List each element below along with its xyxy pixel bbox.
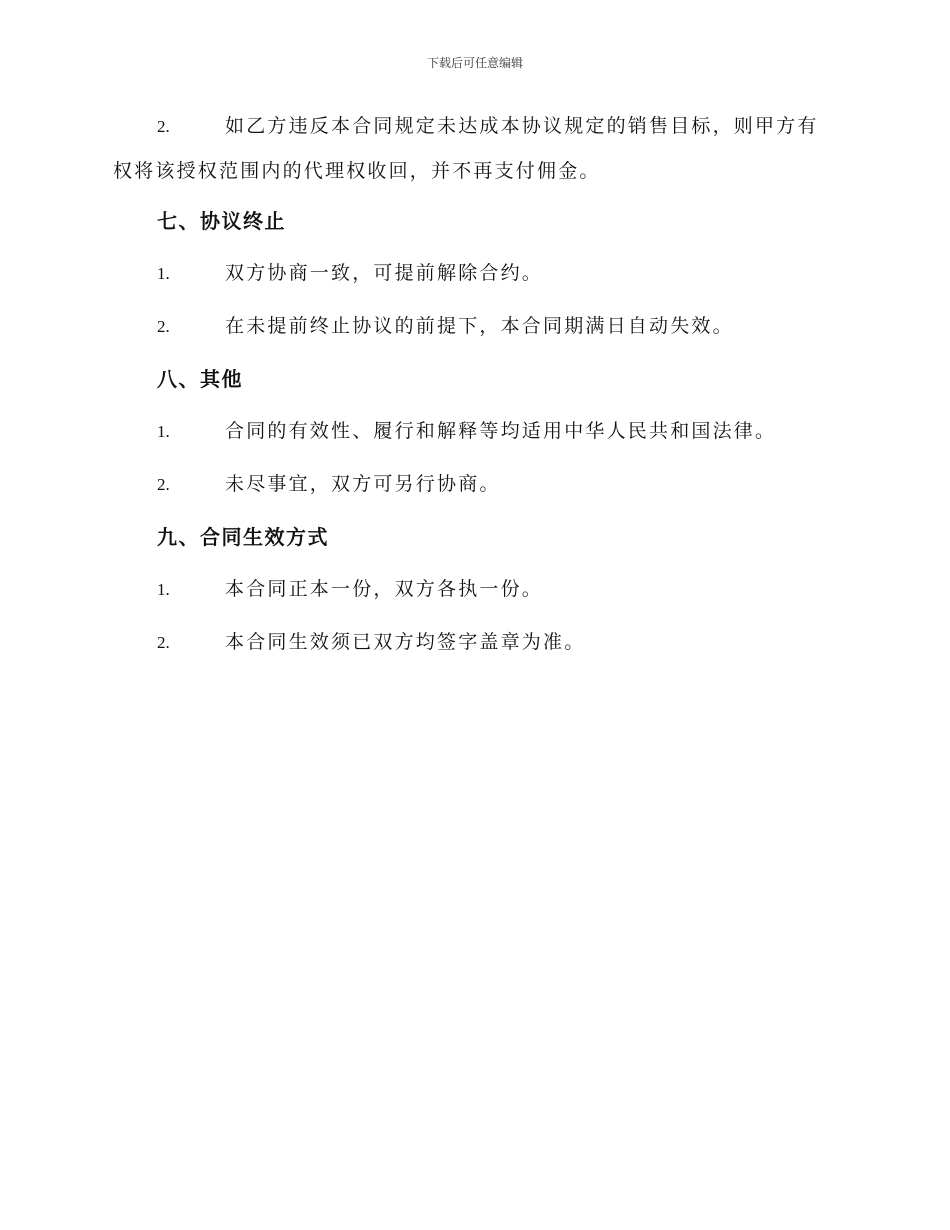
section-heading-effectiveness: 九、合同生效方式 (157, 525, 329, 549)
clause-text: 未尽事宜，双方可另行协商。 (225, 473, 501, 495)
clause-effectiveness-2 (113, 620, 835, 665)
section-heading-other: 八、其他 (157, 367, 243, 391)
clause-text: 本合同生效须已双方均签字盖章为准。 (225, 631, 586, 653)
clause-number: 1. (157, 422, 170, 441)
clause-effectiveness-1 (113, 567, 835, 612)
clause-intro (113, 104, 835, 193)
section-heading-termination: 七、协议终止 (157, 209, 286, 233)
document-body (113, 104, 835, 673)
clause-text: 本合同正本一份，双方各执一份。 (225, 578, 544, 600)
clause-other-1 (113, 409, 835, 454)
clause-termination-2 (113, 304, 835, 349)
clause-text: 双方协商一致，可提前解除合约。 (225, 262, 544, 284)
clause-text: 如乙方违反本合同规定未达成本协议规定的销售目标，则甲方有权将该授权范围内的代理权收回，并不再支付佣金。 (113, 115, 819, 182)
clause-number: 2. (157, 633, 170, 652)
clause-text: 合同的有效性、履行和解释等均适用中华人民共和国法律。 (225, 420, 777, 442)
clause-number: 2. (157, 475, 170, 494)
clause-termination-1 (113, 251, 835, 296)
clause-number: 1. (157, 580, 170, 599)
clause-number: 1. (157, 264, 170, 283)
clause-number: 2. (157, 317, 170, 336)
clause-other-2 (113, 462, 835, 507)
clause-text: 在未提前终止协议的前提下，本合同期满日自动失效。 (225, 315, 734, 337)
clause-number: 2. (157, 117, 170, 136)
page-header: 下载后可任意编辑 (426, 56, 523, 70)
